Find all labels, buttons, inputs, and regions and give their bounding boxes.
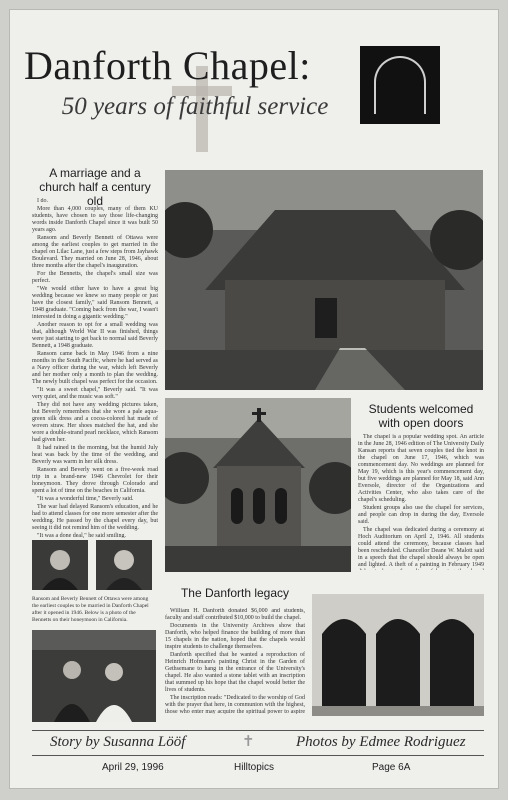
chapel-exterior-illustration xyxy=(165,170,483,390)
headline: Danforth Chapel: xyxy=(24,43,311,88)
footer-page-number: Page 6A xyxy=(372,762,411,773)
marriage-paragraph: It had rained in the morning, but the humid July heat was back by the time of the wedding, and Beverly was warm in her silk dress. xyxy=(32,445,158,465)
footer-publication: Hilltopics xyxy=(234,762,275,773)
photos-byline: Photos by Edmee Rodriguez xyxy=(296,734,466,750)
photo-caption: Ransom and Beverly Bennett of Ottawa were among the earliest couples to be married in Danforth Chapel after it opened in 1946. Below is a photo of the Bennetts on their honeymoon in California. xyxy=(32,596,149,623)
byline-top-rule xyxy=(32,730,484,731)
story-byline: Story by Susanna Lööf xyxy=(50,734,186,750)
footer-date: April 29, 1996 xyxy=(102,762,164,773)
portrait-illustration xyxy=(32,540,88,590)
legacy-paragraph: Danforth specified that he wanted a reproduction of Heinrich Hofmann's painting Christ in the Garden of Gethsemane to hang in the entrance of the University's chapel. He also wanted a stone tablet with an inscription that summed up his hope that the chapel would better the lives of students. xyxy=(165,652,305,693)
marriage-paragraph: Ransom came back in May 1946 from a nine months in the South Pacific, where he had served as a Navy officer during the war, which left Beverly and her mother only a month to plan the wedding. The newly built chapel was perfect for the occasion. xyxy=(32,351,158,385)
legacy-paragraph: The inscription reads: "Dedicated to the worship of God with the prayer that here, in communion with the highest, those who enter may acquire the spiritual power to aspire xyxy=(165,695,305,714)
marriage-paragraph: Ransom and Beverly Bennett of Ottawa were among the earliest couples to get married in the chapel on Lilac Lane, just a few steps from Jayhawk Boulevard. They married on June 28, 1946, about three months after the chapel's inauguration. xyxy=(32,235,158,269)
marriage-article-body xyxy=(32,198,158,538)
marriage-paragraph: The war had delayed Ransom's education, and he had to attend classes for one more semester after the wedding. He passed by the chapel every day, but seeing it did not remind him of the wedding. xyxy=(32,504,158,531)
legacy-paragraph: William H. Danforth donated $6,000 and students, faculty and staff contributed $10,000 to build the chapel. xyxy=(165,608,305,621)
marriage-paragraph: They did not have any wedding pictures taken, but Beverly remembers that she wore a pale aqua-green silk dress and a cocoa-colored hat made of woven straw. Her shoes matched the hat, and she wore a double-strand pearl necklace, which Ransom had given her. xyxy=(32,402,158,443)
chapel-exterior-photo xyxy=(165,170,483,390)
small-cross-icon: ✝ xyxy=(242,734,255,750)
marriage-paragraph: "It was a sweet chapel," Beverly said. "It was very quiet, and the music was soft." xyxy=(32,387,158,400)
honeymoon-illustration xyxy=(32,630,156,722)
newspaper-page xyxy=(10,10,498,788)
legacy-article-body xyxy=(165,608,305,714)
marriage-paragraph: I do. xyxy=(37,198,48,204)
marriage-paragraph: More than 4,000 couples, many of them KU students, have chosen to say those life-changing words inside Danforth Chapel since it was built 50 years ago. xyxy=(32,206,158,233)
beverly-bennett-portrait xyxy=(96,540,152,590)
marriage-paragraph: "It was a wonderful time," Beverly said. xyxy=(37,496,134,502)
welcomed-paragraph: The chapel is a popular wedding spot. An article in the June 28, 1946 edition of The University Daily Kansan reports that seven couples tied the knot in the chapel on June 17, 1946, which was commencement day. No weddings are planned for May 19, which is this year's commencement day, but five weddings are planned for May 18, said Ann Eversole, director of the Organizations and Activities Center, who also takes care of the chapel's scheduling. xyxy=(358,434,484,503)
ransom-bennett-portrait xyxy=(32,540,88,590)
welcomed-article-body xyxy=(358,434,484,570)
legacy-heading: The Danforth legacy xyxy=(180,586,290,600)
marriage-paragraph: "It was a done deal," he said smiling. xyxy=(37,533,127,538)
marriage-paragraph: Ransom and Beverly went on a five-week road trip in a brand-new 1946 Chevrolet for their honeymoon. They drove through Colorado and spent a lot of time on the beaches in California. xyxy=(32,467,158,494)
welcomed-paragraph: The chapel was dedicated during a ceremony at Hoch Auditorium on April 2, 1946. All students could attend the ceremony, because classes had been rescheduled. Chancellor Deane W. Malott said in a speech that the chapel should always be open and lighted. A theft of a painting in February 1949 xyxy=(358,527,484,568)
marriage-paragraph: Another reason to opt for a small wedding was that, although World War II was finished, things were just starting to get back to normal said Beverly Bennett, a 1948 graduate. xyxy=(32,322,158,349)
legacy-paragraph: Documents in the University Archives show that Danforth, who helped finance the building of more than 15 chapels in the nation, hoped that the chapels would inspire students to challenge themselves. xyxy=(165,623,305,650)
byline-bottom-rule xyxy=(32,755,484,756)
subheadline: 50 years of faithful service xyxy=(61,93,329,120)
portrait-illustration xyxy=(96,540,152,590)
welcomed-paragraph: Student groups also use the chapel for services, and people can drop in during the day, Eversole said. xyxy=(358,505,484,525)
chapel-front-photo xyxy=(165,398,351,572)
window-arch-shape xyxy=(374,56,426,114)
marriage-paragraph: "We would either have to have a great big wedding because we knew so many people or just have the closest family," said Ransom Bennett, a 1948 graduate. "Coming back from the war, I wasn't interested in doing a gigantic wedding." xyxy=(32,286,158,320)
chapel-front-illustration xyxy=(165,398,351,572)
welcomed-heading: Students welcomed with open doors xyxy=(368,402,474,430)
chapel-interior-arches-photo xyxy=(312,594,484,716)
honeymoon-photo xyxy=(32,630,156,722)
marriage-heading: A marriage and a church half a century old xyxy=(39,166,151,208)
arches-illustration xyxy=(312,594,484,716)
marriage-paragraph: For the Bennetts, the chapel's small size was perfect. xyxy=(32,271,158,284)
